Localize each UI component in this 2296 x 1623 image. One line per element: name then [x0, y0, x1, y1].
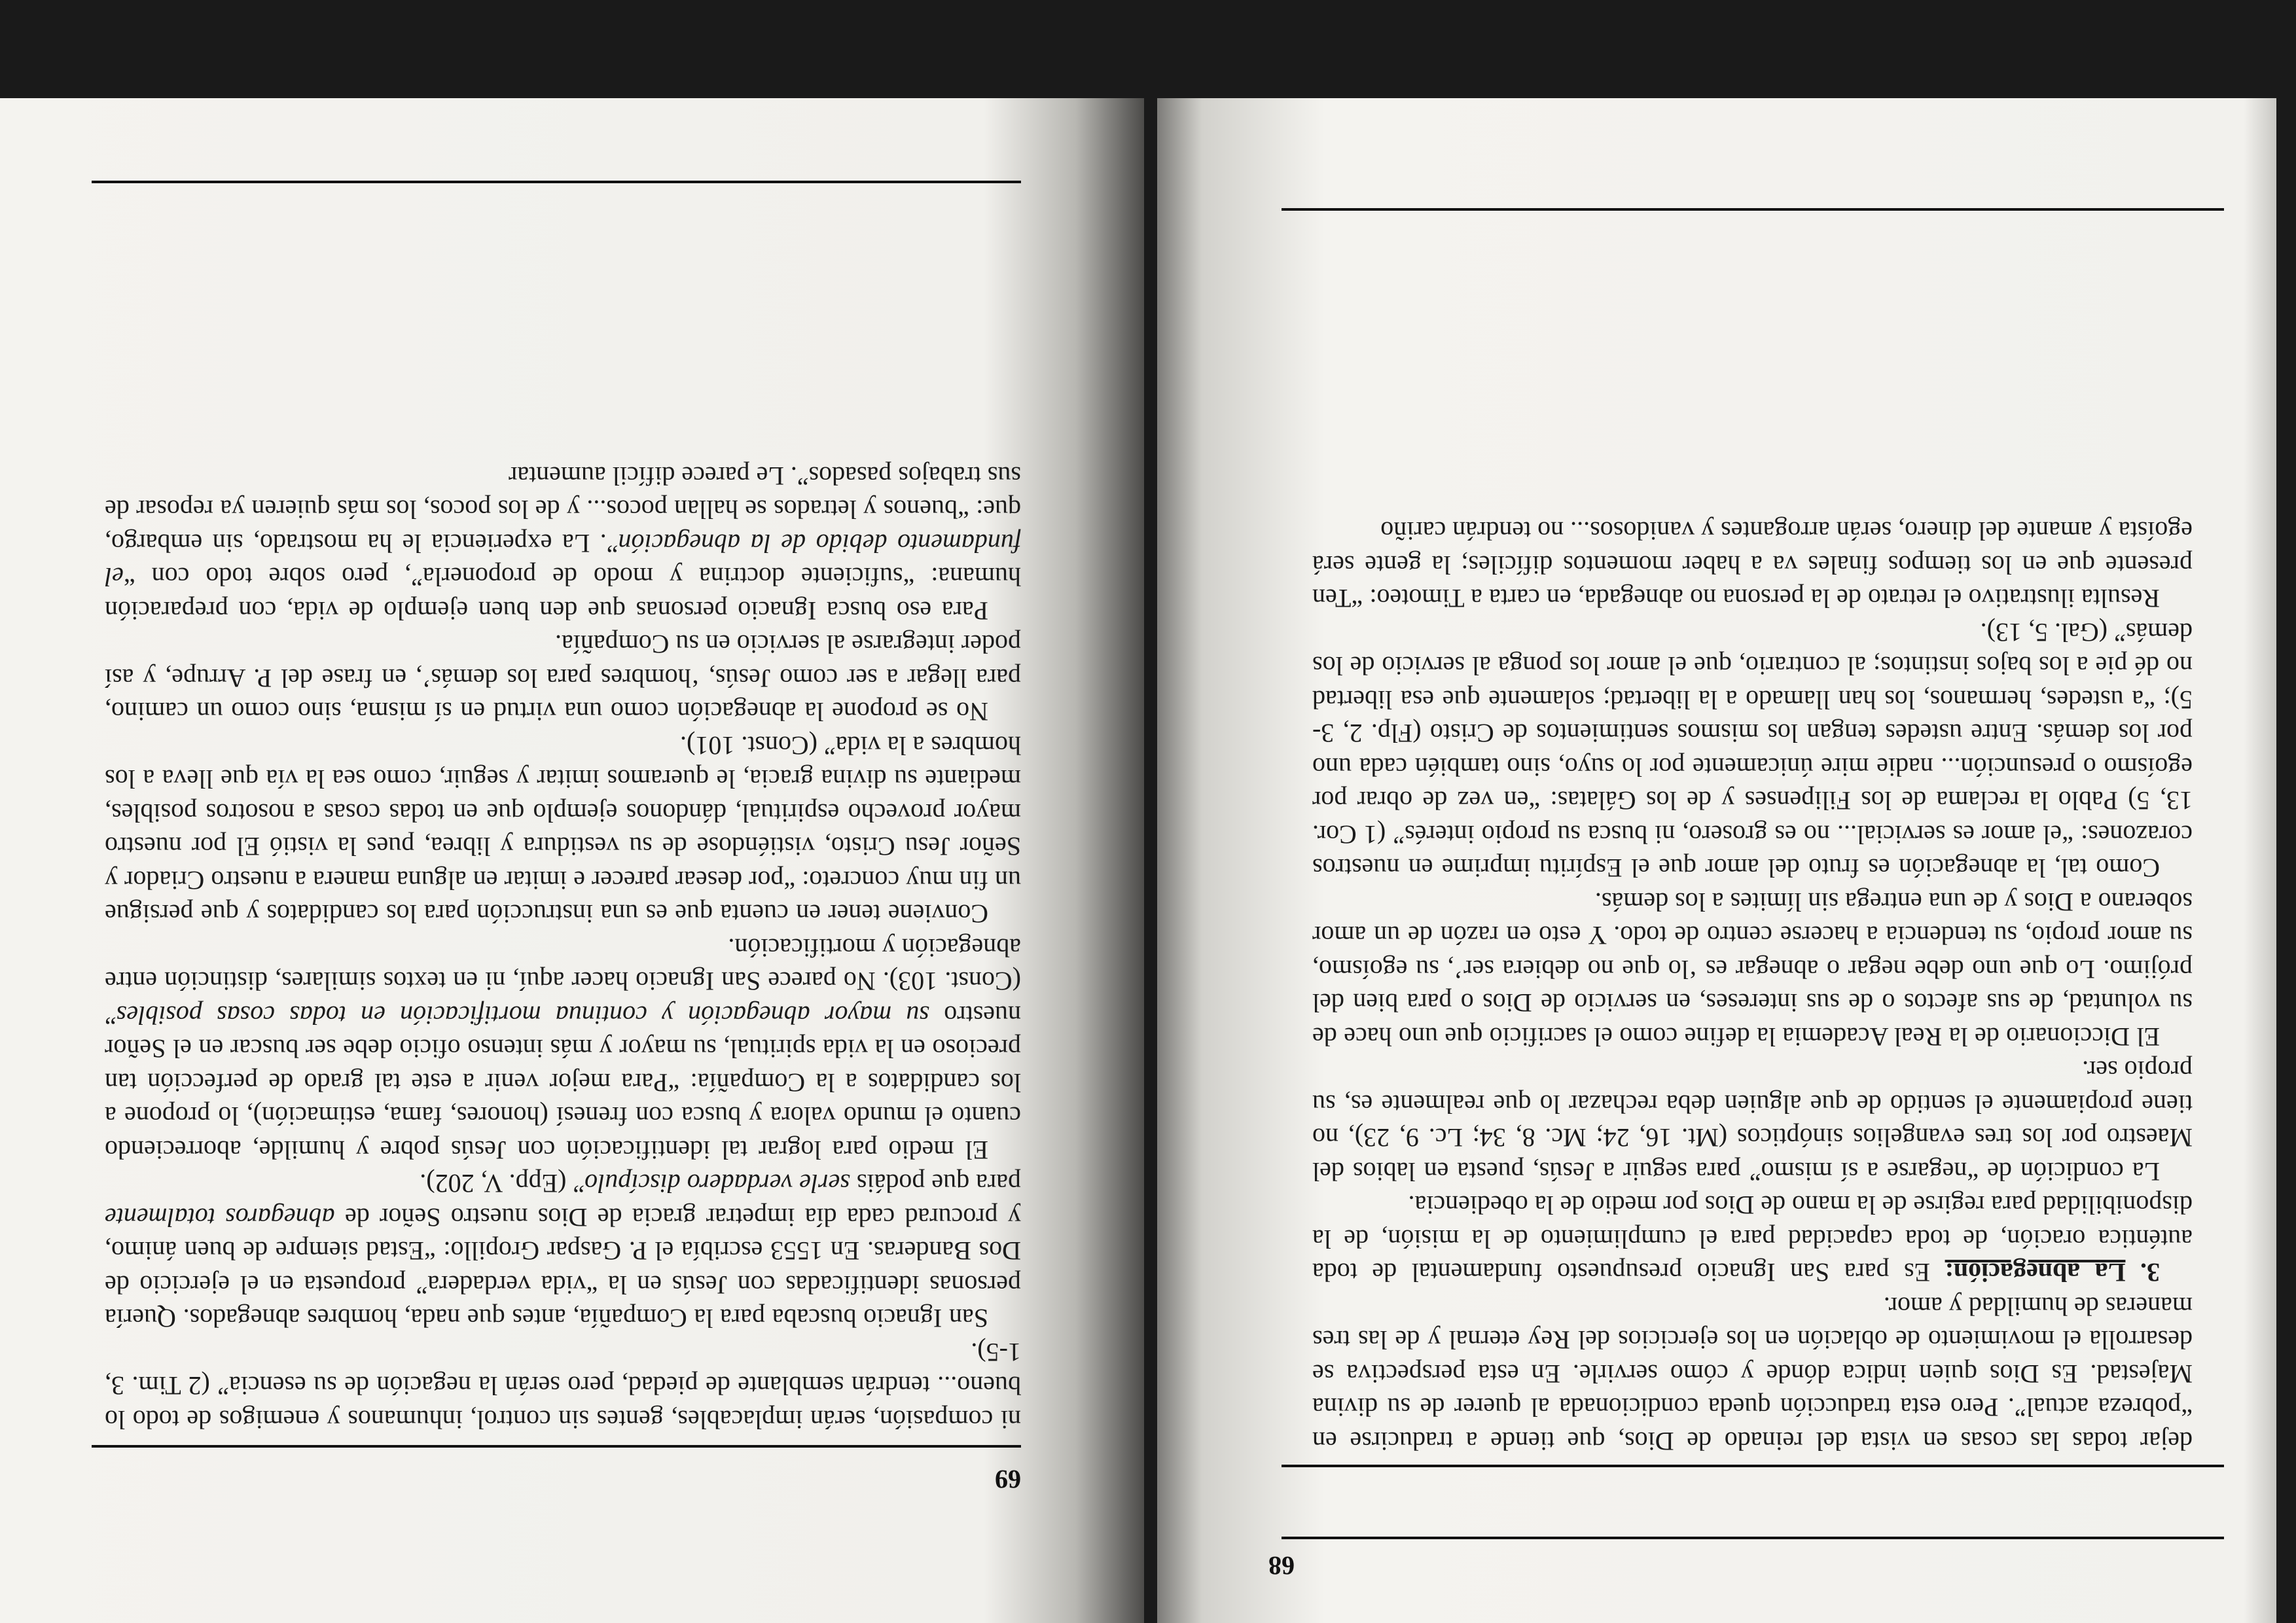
header-rule — [1282, 1537, 2224, 1539]
page-number: 68 — [1268, 1551, 1295, 1580]
paragraph-text: Para eso busca Ignacio personas que den buen ejemplo de vida, con preparación humana: “suficiente doctrina y modo de proponerla”, pero sobre todo con “ — [105, 562, 1021, 626]
paragraph: No se propone la abnegación como una virtud en sí misma, sino como un camino, para llegar a ser como Jesús, ‘hombres para los demás’, en frase del P. Arrupe, y así poder integrarse al servicio en su Compañía. — [105, 630, 1021, 727]
paragraph-text: San Ignacio buscaba para la Compañía, antes que nada, hombres abnegados. Quería personas identificadas con Jesús en la “vida verdadera” propuesta en el ejercicio de Dos Banderas. En 1553 escribía el P. Gaspar Gropillo: “Estad siempre de buen ánimo, y procurad cada día impetrar gracia de Dios nuestro Señor de — [105, 1203, 1021, 1334]
paragraph-text: ”. La experiencia le ha mostrado, sin embargo, que: “buenos y letrados se hallan pocos... y de los pocos, los más quieren ya reposar de sus trabajos pasados”. Le parece difícil aumentar — [105, 461, 1021, 558]
paragraph-text: ” (Const. 103). No parece San Ignacio hacer aquí, ni en textos similares, distinción entre abnegación y mortificación. — [105, 933, 1021, 1030]
header-rule — [92, 1445, 1021, 1448]
paragraph: dejar todas las cosas en vista del reinado de Dios, que tiende a traducirse en “pobreza actual”. Pero esta traducción queda condicionada al querer de su divina Majestad. Es Dios quien indica dónde y cómo servirle. En esta perspectiva se desarrolla el movimiento de oblación en los ejercicios del Rey eternal y de las tres maneras de humildad y amor. — [1312, 1292, 2193, 1456]
paragraph: Resulta ilustrativo el retrato de la persona no abnegada, en carta a Timoteo: “Ten presente que en los tiempos finales va a haber momentos difíciles; la gente será egoísta y amante del dinero, serán arrogantes y vanidosos... no tendrán cariño — [1312, 516, 2193, 614]
page-text — [1312, 514, 2193, 1458]
paragraph-text: para que podáis — [850, 1169, 1021, 1199]
right-page — [0, 98, 1144, 1623]
paragraph: ni compasión, serán implacables, gentes sin control, inhumanos y enemigos de todo lo bueno... tendrán semblante de piedad, pero serán la negación de su esencia” (2 Tim. 3, 1-5). — [105, 1338, 1021, 1435]
paragraph: Conviene tener en cuenta que es una instrucción para los candidatos y que persigue un fin muy concreto: “por desear parecer e imitar en alguna manera a nuestro Criador y Señor Jesu Cristo, vistiéndose de su vestidura y librea, pues la vistió El por nuestro mayor provecho espiritual, dándonos ejemplo que en todas cosas a nosotros posibles, mediante su divina gracia, le queramos imitar y seguir, como sea la vía que lleva a los hombres a la vida” (Const. 101). — [105, 731, 1021, 929]
left-page — [1157, 98, 2276, 1623]
paragraph — [1312, 1188, 2193, 1290]
paragraph: La condición de “negarse a sí mismo” para seguir a Jesús, puesta en labios del Maestro por los tres evangelios sinópticos (Mt. 16, 24; Mc. 8, 34; Lc. 9, 23), no tiene propiamente el sentido de que alguien deba rechazar lo que realmente es, su propio ser. — [1312, 1056, 2193, 1186]
header-rule — [1282, 1465, 2224, 1467]
footer-rule — [1282, 208, 2224, 211]
emphasis: su mayor abnegación y continua mortificación en todas cosas posibles — [116, 1001, 929, 1030]
emphasis: abnegaros totalmente — [104, 1203, 335, 1232]
emphasis: el fundamento debido de la abnegación — [105, 529, 1021, 592]
footer-rule — [92, 181, 1021, 183]
paragraph — [105, 931, 1021, 1168]
page-text — [105, 459, 1021, 1437]
paragraph — [105, 459, 1021, 628]
section-title: La abnegación: — [1945, 1258, 2126, 1288]
paragraph-text: ” (Epp. V, 202). — [420, 1169, 585, 1199]
paragraph: Como tal, la abnegación es fruto del amor que el Espíritu imprime en nuestros corazones: “el amor es servicial... no es grosero, ni busca su propio interés” (1 Cor. 13, 5) Pablo la reclama de los Filipenses y de los Gálatas: “en vez de obrar por egoísmo o presunción... nadie mire únicamente por lo suyo, sino también cada uno por los demás. Entre ustedes tengan los mismos sentimientos de Cristo (Flp. 2, 3-5); “a ustedes, hermanos, los han llamado a la libertad; solamente que esa libertad no dé pie a los bajos instintos; al contrario, que el amor los ponga al servicio de los demás” (Gal. 5, 13). — [1312, 618, 2193, 883]
paragraph — [105, 1167, 1021, 1336]
emphasis: serle verdadero discípulo — [584, 1169, 850, 1199]
paragraph-text: El medio para lograr tal identificación con Jesús pobre y humilde, aborreciendo cuanto el mundo valora y busca con frenesí (honores, fama, estimación), lo propone a los candidatos a la Compañía: “Para mejor venir a este tal grado de perfección tan precioso en la vida spiritual, su mayor y más intenso oficio debe ser buscar en el Señor nuestro — [105, 1001, 1021, 1165]
page-number: 69 — [995, 1465, 1021, 1494]
section-number: 3. — [2125, 1258, 2160, 1288]
paragraph-text: Es para San Ignacio presupuesto fundamental de toda auténtica oración, de toda capacidad para el cumplimiento de la misión, de la disponibilidad para regirse de la mano de Dios por medio de la obediencia. — [1312, 1190, 2193, 1288]
paragraph: El Diccionario de la Real Academia la define como el sacrificio que uno hace de su voluntad, de sus afectos o de sus intereses, en servicio de Dios o para bien del prójimo. Lo que uno debe negar o abnegar es ‘lo que no debiera ser’, su egoísmo, su amor propio, su tendencia a hacerse centro de todo. Y esto en razón de un amor soberano a Dios y de una entrega sin límites a los demás. — [1312, 887, 2193, 1052]
